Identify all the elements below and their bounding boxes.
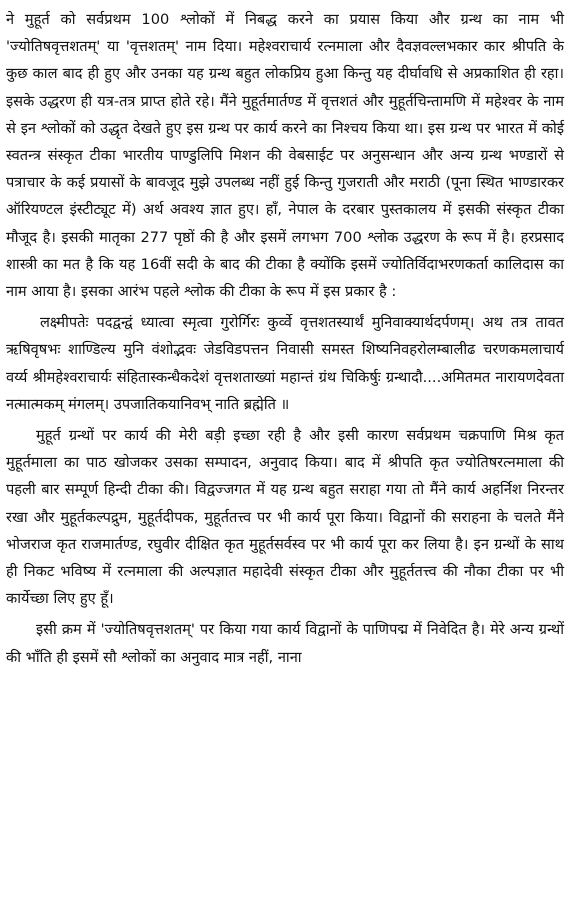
sanskrit-quote: लक्ष्मीपतेः पदद्वन्द्वं ध्यात्वा स्मृत्वा गुरोर्गिरः कुर्व्वे वृत्तशतस्यार्थं मुनिवाक्यार्थदर्पणम्। अथ तत्र तावत ऋषिवृषभः शाण्डिल्य मुनि वंशोद्भवः जेडविडपत्तन निवासी समस्त शिष्यनिवहरोलम्बालीढ चरणकमलाचार्य वर्य्य श्रीमहेश्वराचार्यः संहितास्कन्धैकदेशं वृत्तशताख्यां महान्तं ग्रंथ चिकिर्षुः ग्रन्थादौ....अमितमत नारायणदेवता नत्मात्मकम् मंगलम्। उपजातिकयानिवभ् नाति ब्रह्मेति ॥ bbox=[6, 314, 564, 413]
body-paragraph-1: ने मुहूर्त को सर्वप्रथम 100 श्लोकों में निबद्ध करने का प्रयास किया और ग्रन्थ का नाम भी 'ज्योतिषवृत्तशतम्' या 'वृत्तशतम्' नाम दिया। महेश्वराचार्य रत्नमाला और दैवज्ञवल्लभकार कार श्रीपति के कुछ काल बाद ही हुए और उनका यह ग्रन्थ बहुत लोकप्रिय हुआ किन्तु यह दीर्घावधि से अप्रकाशित ही रहा। इसके उद्धरण ही यत्र-तत्र प्राप्त होते रहे। मैंने मुहूर्तमार्तण्ड में वृत्तशतं और मुहूर्तचिन्तामणि में महेश्वर के नाम से इन श्लोकों को उद्धृत देखते हुए इस ग्रन्थ पर कार्य करने का निश्चय किया था। इस ग्रन्थ पर भारत में कोई स्वतन्त्र संस्कृत टीका भारतीय पाण्डुलिपि मिशन की वेबसाईट पर अनुसन्धान और अन्य ग्रन्थ भण्डारों से पत्राचार के कई प्रयासों के बावजूद मुझे उपलब्ध नहीं हुई किन्तु गुजराती और मराठी (पूना स्थित भाण्डारकर ऑरियण्टल इंस्टीट्यूट में) अर्थ अवश्य ज्ञात हुए। हाँ, नेपाल के दरबार पुस्तकालय में इसकी संस्कृत टीका मौजूद है। इसकी मातृका 277 पृष्ठों की है और इसमें लगभग 700 श्लोक उद्धरण के रूप में है। हरप्रसाद शास्त्री का मत है कि यह 16वीं सदी के बाद की टीका है क्योंकि इसमें ज्योतिर्विदाभरणकर्ता कालिदास का नाम आया है। इसका आरंभ पहले श्लोक की टीका के रूप में इस प्रकार है : bbox=[6, 11, 564, 301]
body-paragraph-3: इसी क्रम में 'ज्योतिषवृत्तशतम्' पर किया गया कार्य विद्वानों के पाणिपद्म में निवेदित है। मेरे अन्य ग्रन्थों की भाँति ही इसमें सौ श्लोकों का अनुवाद मात्र नहीं, नाना bbox=[6, 621, 564, 666]
body-paragraph-2: मुहूर्त ग्रन्थों पर कार्य की मेरी बड़ी इच्छा रही है और इसी कारण सर्वप्रथम चक्रपाणि मिश्र कृत मुहूर्तमाला का पाठ खोजकर उसका सम्पादन, अनुवाद किया। बाद में श्रीपति कृत ज्योतिषरत्नमाला की पहली बार सम्पूर्ण हिन्दी टीका की। विद्वज्जगत में यह ग्रन्थ बहुत सराहा गया तो मैंने कार्य अहर्निश निरन्तर रखा और मुहूर्तकल्पद्रुम, मुहूर्तदीपक, मुहूर्ततत्त्व पर भी कार्य पूरा किया। विद्वानों की सराहना के चलते मैंने भोजराज कृत राजमार्तण्ड, रघुवीर दीक्षित कृत मुहूर्तसर्वस्व पर भी कार्य पूरा कर लिया है। इन ग्रन्थों के साथ ही निकट भविष्य में रत्नमाला की अल्पज्ञात महादेवी संस्कृत टीका और मुहूर्ततत्त्व की नौका टीका पर भी कार्येच्छा लिए हुए हूँ। bbox=[6, 427, 564, 608]
